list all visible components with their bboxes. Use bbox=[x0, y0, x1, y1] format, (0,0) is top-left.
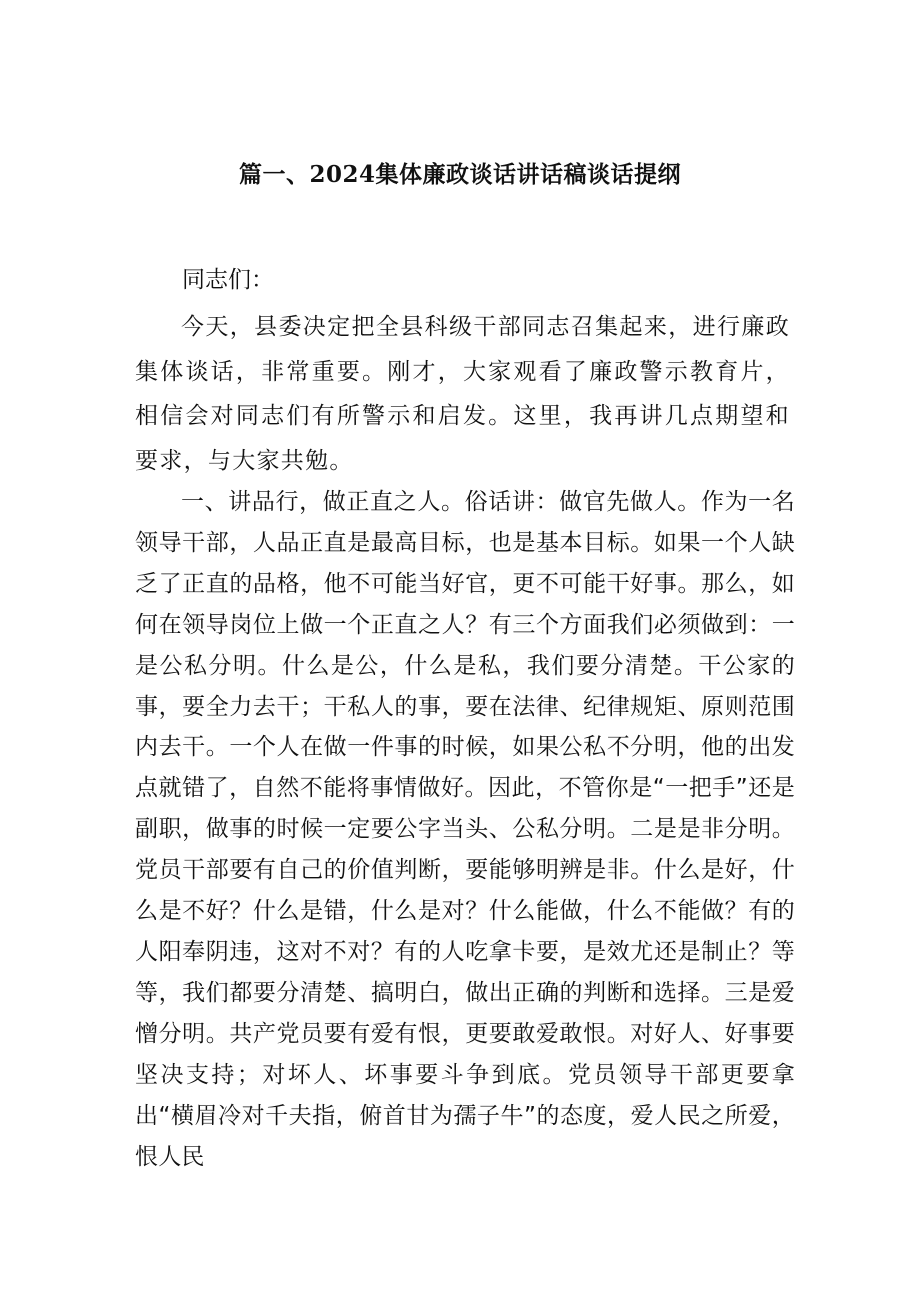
paragraph-opening: 今天，县委决定把全县科级干部同志召集起来，进行廉政集体谈话，非常重要。刚才，大家观看了廉政警示教育片，相信会对同志们有所警示和启发。这里，我再讲几点期望和要求，与大家共勉。 bbox=[135, 314, 790, 474]
paragraph-section-one: 一、讲品行，做正直之人。俗话讲：做官先做人。作为一名领导干部，人品正直是最高目标，也是基本目标。如果一个人缺乏了正直的品格，他不可能当好官，更不可能干好事。那么，如何在领导岗位上做一个正直之人？有三个方面我们必须做到：一是公私分明。什么是公，什么是私，我们要分清楚。干公家的事，要全力去干；干私人的事，要在法律、纪律规矩、原则范围内去干。一个人在做一件事的时候，如果公私不分明，他的出发点就错了，自然不能将事情做好。因此，不管你是“一把手”还是副职，做事的时候一定要公字当头、公私分明。二是是非分明。党员干部要有自己的价值判断，要能够明辨是非。什么是好，什么是不好？什么是错，什么是对？什么能做，什么不能做？有的人阳奉阴违，这对不对？有的人吃拿卡要，是效尤还是制止？等等，我们都要分清楚、搞明白，做出正确的判断和选择。三是爱憎分明。共产党员要有爱有恨，更要敢爱敢恨。对好人、好事要坚决支持；对坏人、坏事要斗争到底。党员领导干部更要拿出“横眉冷对千夫指，俯首甘为孺子牛”的态度，爱人民之所爱，恨人民 bbox=[135, 489, 795, 1170]
document-title: 篇一、2024集体廉政谈话讲话稿谈话提纲 bbox=[238, 161, 681, 188]
salutation: 同志们： bbox=[182, 267, 274, 293]
